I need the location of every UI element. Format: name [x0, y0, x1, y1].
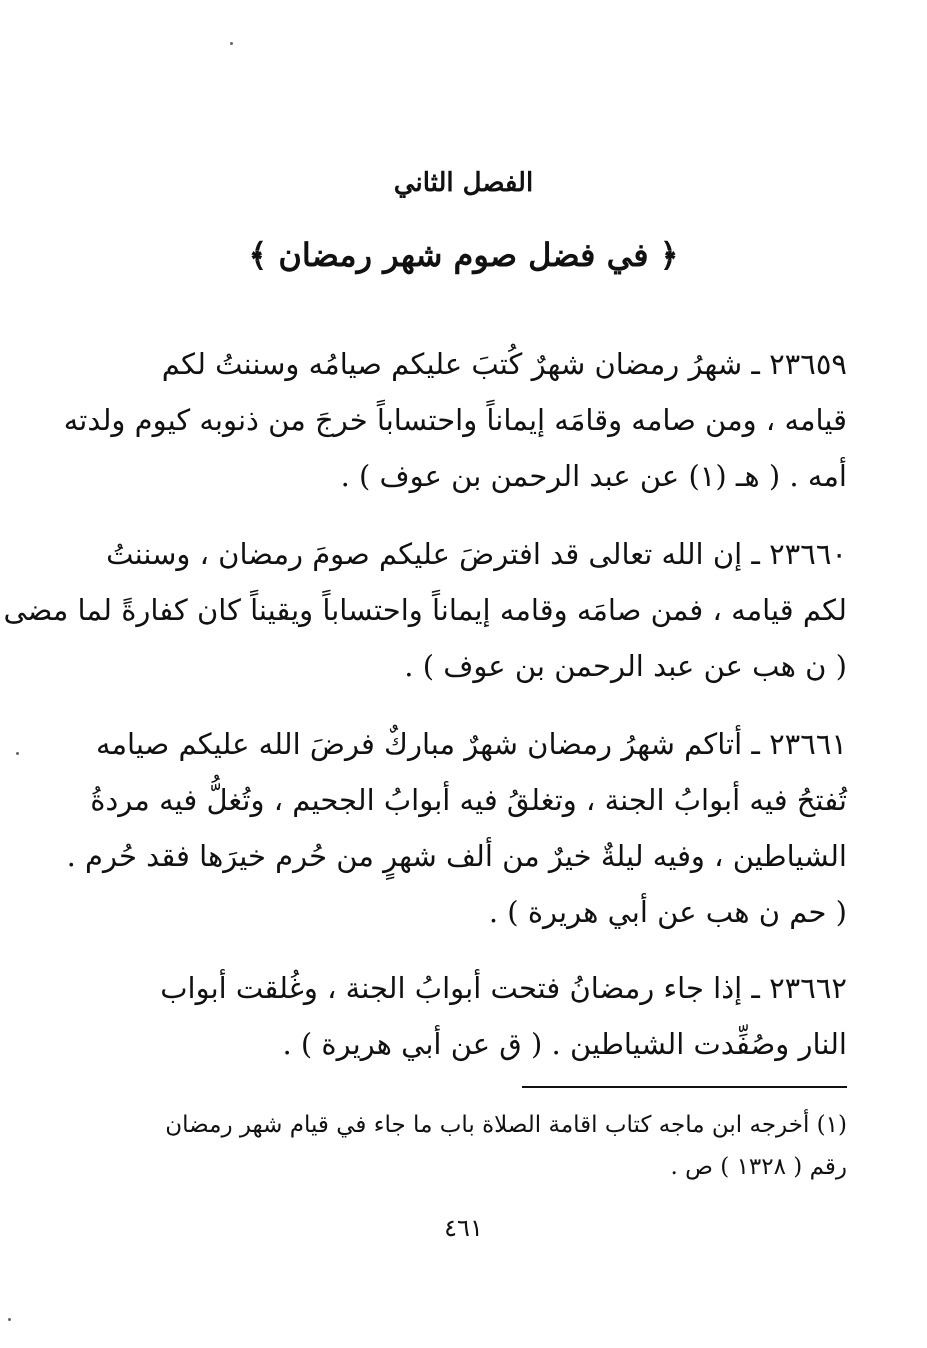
section-title: ﴿ في فضل صوم شهر رمضان ﴾	[248, 236, 679, 274]
chapter-title: الفصل الثاني	[393, 168, 534, 198]
text-line: أمه . ( هـ (١) عن عبد الرحمن بن عوف ) .	[340, 459, 847, 493]
text-line: النار وصُفِّدت الشياطين . ( ق عن أبي هريرة ) .	[282, 1027, 847, 1061]
text-line: الشياطين ، وفيه ليلةٌ خيرٌ من ألف شهرٍ من حُرم خيرَها فقد حُرم .	[66, 839, 847, 873]
text-line: تُفتحُ فيه أبوابُ الجنة ، وتغلقُ فيه أبوابُ الجحيم ، وتُغلُّ فيه مردةُ	[90, 783, 847, 817]
text-line: ٢٣٦٦٢ ـ إذا جاء رمضانُ فتحت أبوابُ الجنة ، وغُلقت أبواب	[160, 971, 847, 1005]
page-number: ٤٦١	[444, 1214, 483, 1242]
scan-speck	[230, 42, 233, 45]
text-line: ٢٣٦٦١ ـ أتاكم شهرُ رمضان شهرٌ مباركٌ فرضَ الله عليكم صيامه	[95, 727, 847, 761]
footnote-line: رقم ( ١٣٢٨ ) ص .	[670, 1154, 847, 1180]
hadith-paragraph	[63, 336, 847, 504]
text-line: ( ن هب عن عبد الرحمن بن عوف ) .	[404, 649, 847, 683]
scan-speck	[8, 1318, 11, 1321]
scan-speck	[16, 752, 19, 755]
text-line: ( حم ن هب عن أبي هريرة ) .	[488, 895, 847, 929]
text-line: ٢٣٦٦٠ ـ إن الله تعالى قد افترضَ عليكم صومَ رمضان ، وسننتُ	[106, 537, 847, 571]
footnote-line: (١) أخرجه ابن ماجه كتاب اقامة الصلاة باب ما جاء في قيام شهر رمضان	[165, 1112, 847, 1138]
footnote	[157, 1104, 847, 1188]
hadith-paragraph	[66, 716, 847, 940]
text-line: ٢٣٦٥٩ ـ شهرُ رمضان شهرٌ كُتبَ عليكم صيامُه وسننتُ لكم	[161, 347, 847, 381]
hadith-paragraph	[3, 526, 847, 694]
hadith-paragraph	[157, 960, 847, 1072]
footnote-separator	[522, 1086, 847, 1088]
text-line: لكم قيامه ، فمن صامَه وقامه إيماناً واحتساباً ويقيناً كان كفارةً لما مضى	[3, 593, 847, 627]
text-line: قيامه ، ومن صامه وقامَه إيماناً واحتساباً خرجَ من ذنوبه كيوم ولدته	[63, 403, 847, 437]
